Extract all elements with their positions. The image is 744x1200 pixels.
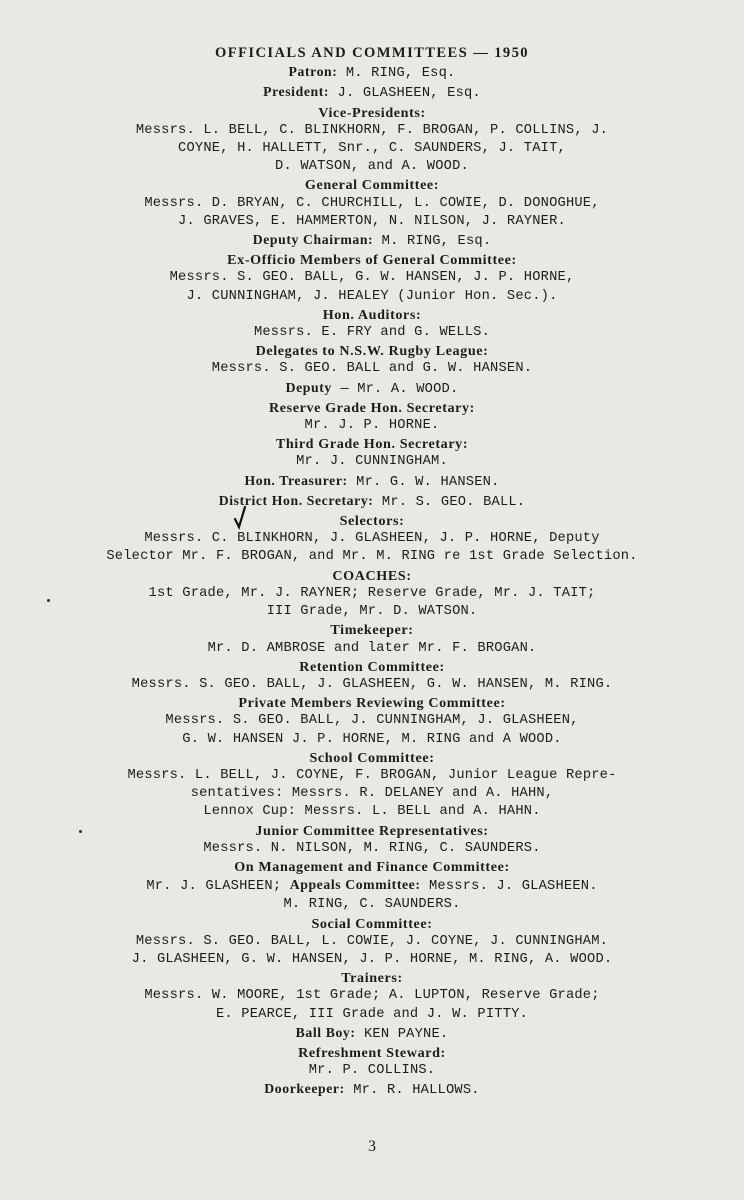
member-names-line: M. RING, C. SAUNDERS. [283,897,461,913]
section-heading: Ex-Officio Members of General Committee: [227,252,517,269]
line-prefix: Mr. J. GLASHEEN; [146,879,282,895]
member-names-line: Messrs. E. FRY and G. WELLS. [253,325,491,341]
labelled-line [0,1024,744,1044]
member-names-line: Messrs. D. BRYAN, C. CHURCHILL, L. COWIE, D. DONOGHUE, [144,195,600,211]
line-value: J. GLASHEEN, Esq. [337,86,481,102]
member-names-line: Messrs. N. NILSON, M. RING, C. SAUNDERS. [203,840,541,856]
labelled-line [0,231,744,251]
member-names-line: Selector Mr. F. BROGAN, and Mr. M. RING re 1st Grade Selection. [106,549,638,565]
line-label: Ball Boy: [295,1024,356,1040]
line-value: KEN PAYNE. [364,1026,449,1042]
member-names-line: Messrs. S. GEO. BALL, J. CUNNINGHAM, J. GLASHEEN, [165,713,579,729]
section-heading: COACHES: [332,567,412,584]
member-names-line: Messrs. S. GEO. BALL, J. GLASHEEN, G. W. HANSEN, M. RING. [131,676,613,692]
member-names-line: Lennox Cup: Messrs. L. BELL and A. HAHN. [203,804,541,820]
line-value: M. RING, Esq. [345,66,456,82]
member-names-line: Mr. J. CUNNINGHAM. [296,454,448,470]
member-names-line: J. GRAVES, E. HAMMERTON, N. NILSON, J. RAYNER. [178,213,566,229]
member-names-line: J. GLASHEEN, G. W. HANSEN, J. P. HORNE, M. RING, A. WOOD. [131,951,613,967]
member-names-line: 1st Grade, Mr. J. RAYNER; Reserve Grade, Mr. J. TAIT; [148,585,596,601]
section-heading: Refreshment Steward: [298,1044,446,1061]
labelled-line [0,876,744,896]
section-heading: Hon. Auditors: [322,306,422,323]
member-names-line: J. CUNNINGHAM, J. HEALEY (Junior Hon. Sec.). [186,288,558,304]
labelled-line [0,379,744,399]
labelled-line [0,63,744,83]
line-label: Doorkeeper: [264,1081,345,1097]
line-label: Deputy [285,379,332,395]
section-heading: Selectors: [339,513,405,530]
line-label: District Hon. Secretary: [218,492,374,508]
line-label: President: [263,84,330,100]
section-heading: Social Committee: [311,915,433,932]
section-heading: Retention Committee: [299,658,445,675]
line-value: Mr. G. W. HANSEN. [356,474,500,490]
member-names-line: D. WATSON, and A. WOOD. [275,159,469,175]
labelled-line [0,83,744,103]
page-number: 3 [368,1138,376,1155]
member-names-line: Mr. J. P. HORNE. [304,418,440,434]
section-heading: School Committee: [309,749,435,766]
section-heading: Third Grade Hon. Secretary: [275,436,469,453]
member-names-line: Messrs. S. GEO. BALL, G. W. HANSEN, J. P. HORNE, [169,270,575,286]
section-heading: Trainers: [341,970,403,987]
line-label: Appeals Committee: [289,877,421,893]
member-names-line: E. PEARCE, III Grade and J. W. PITTY. [215,1006,528,1022]
labelled-line [0,472,744,492]
member-names-line: G. W. HANSEN J. P. HORNE, M. RING and A WOOD. [182,731,562,747]
member-names-line: Messrs. S. GEO. BALL, L. COWIE, J. COYNE, J. CUNNINGHAM. [135,933,609,949]
section-heading: General Committee: [304,177,440,194]
member-names-line: Mr. P. COLLINS. [308,1063,436,1079]
member-names-line: Messrs. L. BELL, C. BLINKHORN, F. BROGAN, P. COLLINS, J. [135,122,609,138]
labelled-line [0,1080,744,1100]
section-heading: Junior Committee Representatives: [255,822,489,839]
section-heading: Timekeeper: [330,622,414,639]
line-value: Messrs. J. GLASHEEN. [428,879,598,895]
line-value: — Mr. A. WOOD. [340,381,459,397]
section-heading: Vice-Presidents: [318,104,426,121]
line-label: Patron: [288,64,338,80]
section-heading: Delegates to N.S.W. Rugby League: [255,343,489,360]
section-heading: On Management and Finance Committee: [234,858,510,875]
member-names-line: Messrs. W. MOORE, 1st Grade; A. LUPTON, Reserve Grade; [144,988,600,1004]
pen-tick-mark-icon [233,505,247,531]
labelled-line [0,492,744,512]
ink-dot [79,830,82,833]
member-names-line: COYNE, H. HALLETT, Snr., C. SAUNDERS, J. TAIT, [178,141,566,157]
member-names-line: Mr. D. AMBROSE and later Mr. F. BROGAN. [207,640,537,656]
member-names-line: Messrs. L. BELL, J. COYNE, F. BROGAN, Junior League Repre- [127,767,617,783]
line-value: Mr. S. GEO. BALL. [381,494,526,510]
line-value: Mr. R. HALLOWS. [353,1083,480,1099]
committee-list [0,63,744,1100]
ink-dot [47,599,50,602]
member-names-line: III Grade, Mr. D. WATSON. [266,604,478,620]
member-names-line: Messrs. S. GEO. BALL and G. W. HANSEN. [211,361,533,377]
line-label: Deputy Chairman: [252,232,374,248]
member-names-line: sentatives: Messrs. R. DELANEY and A. HAHN, [190,786,554,802]
section-heading: Private Members Reviewing Committee: [238,695,506,712]
line-label: Hon. Treasurer: [244,472,348,488]
section-heading: Reserve Grade Hon. Secretary: [269,399,475,416]
member-names-line: Messrs. C. BLINKHORN, J. GLASHEEN, J. P. HORNE, Deputy [144,531,600,547]
line-value: M. RING, Esq. [381,234,492,250]
page-title: OFFICIALS AND COMMITTEES — 1950 [215,45,529,61]
